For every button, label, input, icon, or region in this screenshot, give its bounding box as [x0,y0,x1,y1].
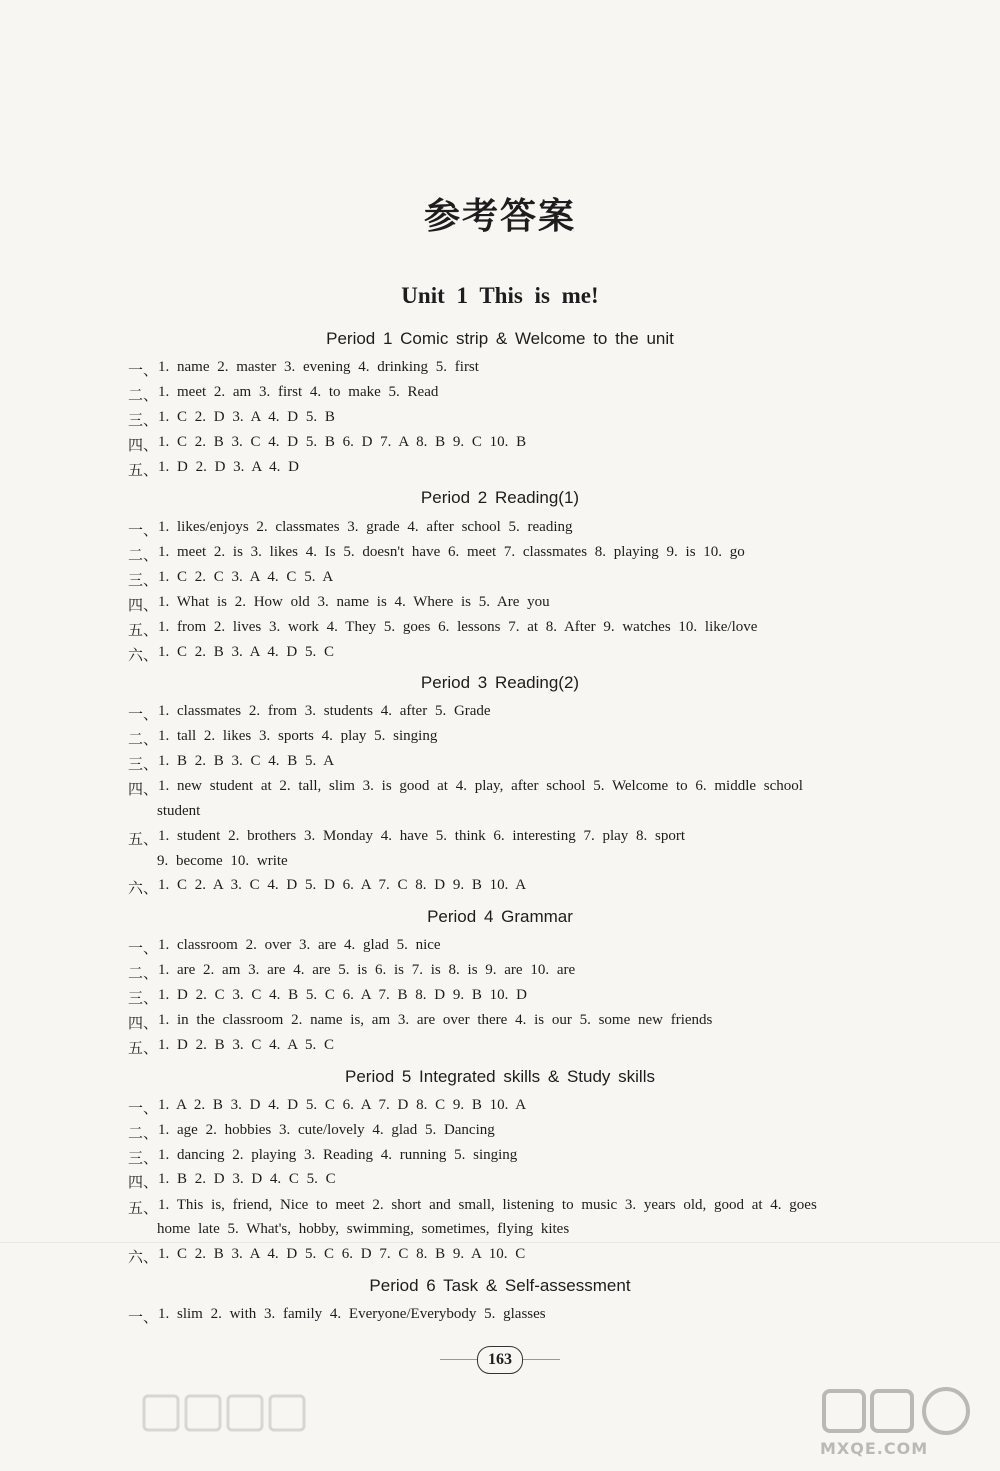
answer-label: 五、 [128,1039,159,1057]
answer-text: 1. C 2. B 3. A 4. D 5. C 6. D 7. C 8. B 9. A 10. C [158,1246,526,1262]
answer-line [128,544,928,565]
watermark-logo-icon [820,1385,990,1437]
answer-label: 三、 [128,571,159,589]
answer-label: 四、 [128,780,159,798]
answer-line [128,1012,928,1033]
answer-line [128,409,928,430]
watermark-site: MXQE.COM [820,1439,929,1458]
period-heading: Period 2 Reading(1) [420,488,580,507]
page-number: 163 [477,1346,523,1374]
answer-label: 四、 [128,596,159,614]
answer-label: 四、 [128,1173,159,1191]
answer-text: 1. A 2. B 3. D 4. D 5. C 6. A 7. D 8. C 9. B 10. A [158,1097,527,1113]
answer-line [128,359,928,380]
answer-text: 1. B 2. D 3. D 4. C 5. C [158,1171,336,1187]
answer-text: 1. are 2. am 3. are 4. are 5. is 6. is 7. is 8. is 9. are 10. are [158,962,576,978]
answer-line [128,569,928,590]
answer-text: 1. This is, friend, Nice to meet 2. short and small, listening to music 3. years old, good at 4. goes [158,1197,817,1213]
answer-line [128,1197,928,1218]
unit-title: Unit 1 This is me! [401,283,599,308]
answer-line [128,594,928,615]
answer-line [128,459,928,480]
answer-line [128,728,928,749]
answer-label: 二、 [128,386,159,404]
answer-line [128,644,928,665]
answer-label: 一、 [128,361,159,379]
answer-line [128,1122,928,1143]
answer-text: 1. new student at 2. tall, slim 3. is good at 4. play, after school 5. Welcome to 6. middle school [158,778,803,794]
answer-text: 1. name 2. master 3. evening 4. drinking 5. first [158,359,479,375]
answer-text: 1. meet 2. am 3. first 4. to make 5. Read [158,384,439,400]
period-heading: Period 6 Task & Self-assessment [369,1276,631,1295]
answer-text: 1. meet 2. is 3. likes 4. Is 5. doesn't have 6. meet 7. classmates 8. playing 9. is 10. go [158,544,745,560]
answer-line [128,828,928,849]
answer-line [128,1246,928,1267]
page-fold-line [0,1242,1000,1243]
answer-label: 二、 [128,546,159,564]
answer-line [128,877,928,898]
answer-line [128,1147,928,1168]
answer-line [128,987,928,1008]
answer-text: 1. tall 2. likes 3. sports 4. play 5. singing [158,728,438,744]
answer-text: 1. C 2. D 3. A 4. D 5. B [158,409,335,425]
answer-text: 1. student 2. brothers 3. Monday 4. have 5. think 6. interesting 7. play 8. sport [158,828,686,844]
answer-line [128,619,928,640]
answer-continuation: 9. become 10. write [157,853,288,869]
answer-label: 六、 [128,879,159,897]
answer-line [128,1171,928,1192]
answer-line [128,1037,928,1058]
answer-text: 1. classroom 2. over 3. are 4. glad 5. nice [158,937,441,953]
answer-label: 三、 [128,989,159,1007]
answer-continuation: home late 5. What's, hobby, swimming, sometimes, flying kites [157,1221,570,1237]
period-heading: Period 5 Integrated skills & Study skills [345,1067,655,1086]
answer-label: 五、 [128,1199,159,1217]
answer-label: 五、 [128,621,159,639]
answer-text: 1. slim 2. with 3. family 4. Everyone/Everybody 5. glasses [158,1306,546,1322]
answer-text: 1. C 2. A 3. C 4. D 5. D 6. A 7. C 8. D 9. B 10. A [158,877,527,893]
answer-label: 一、 [128,1308,159,1326]
answer-label: 一、 [128,1099,159,1117]
watermark-left [140,1388,310,1438]
page-title: 参考答案 [423,195,576,237]
answer-text: 1. What is 2. How old 3. name is 4. Where is 5. Are you [158,594,550,610]
answer-label: 三、 [128,411,159,429]
period-heading: Period 1 Comic strip & Welcome to the unit [326,329,674,348]
answer-text: 1. D 2. D 3. A 4. D [158,459,299,475]
answer-text: 1. C 2. B 3. A 4. D 5. C [158,644,335,660]
answer-label: 四、 [128,1014,159,1032]
answer-line [128,937,928,958]
answer-label: 二、 [128,730,159,748]
answer-text: 1. dancing 2. playing 3. Reading 4. running 5. singing [158,1147,518,1163]
answer-text: 1. C 2. B 3. C 4. D 5. B 6. D 7. A 8. B 9. C 10. B [158,434,527,450]
watermark-stamp-icon [140,1388,310,1438]
answer-text: 1. age 2. hobbies 3. cute/lovely 4. glad 5. Dancing [158,1122,495,1138]
answer-line [128,1097,928,1118]
answer-label: 二、 [128,1124,159,1142]
answer-label: 五、 [128,461,159,479]
watermark-right [820,1385,990,1465]
period-heading: Period 4 Grammar [427,907,573,926]
answer-line [128,1306,928,1327]
answer-label: 二、 [128,964,159,982]
answer-line [128,703,928,724]
answer-text: 1. likes/enjoys 2. classmates 3. grade 4. after school 5. reading [158,519,573,535]
answer-label: 一、 [128,521,159,539]
answer-text: 1. D 2. B 3. C 4. A 5. C [158,1037,335,1053]
answer-text: 1. from 2. lives 3. work 4. They 5. goes 6. lessons 7. at 8. After 9. watches 10. like/love [158,619,758,635]
answer-text: 1. C 2. C 3. A 4. C 5. A [158,569,334,585]
answer-line [128,962,928,983]
answer-label: 三、 [128,755,159,773]
answer-line [128,753,928,774]
answer-label: 六、 [128,1248,159,1266]
answer-text: 1. B 2. B 3. C 4. B 5. A [158,753,335,769]
period-heading: Period 3 Reading(2) [420,673,580,692]
answer-label: 一、 [128,939,159,957]
answer-text: 1. classmates 2. from 3. students 4. after 5. Grade [158,703,491,719]
answer-line [128,384,928,405]
answer-label: 五、 [128,830,159,848]
answer-label: 六、 [128,646,159,664]
answer-line [128,434,928,455]
answer-text: 1. in the classroom 2. name is, am 3. are over there 4. is our 5. some new friends [158,1012,713,1028]
answer-line [128,778,928,799]
answer-line [128,519,928,540]
answer-label: 三、 [128,1149,159,1167]
answer-label: 四、 [128,436,159,454]
answer-continuation: student [157,803,201,819]
answer-label: 一、 [128,705,159,723]
answer-text: 1. D 2. C 3. C 4. B 5. C 6. A 7. B 8. D 9. B 10. D [158,987,527,1003]
